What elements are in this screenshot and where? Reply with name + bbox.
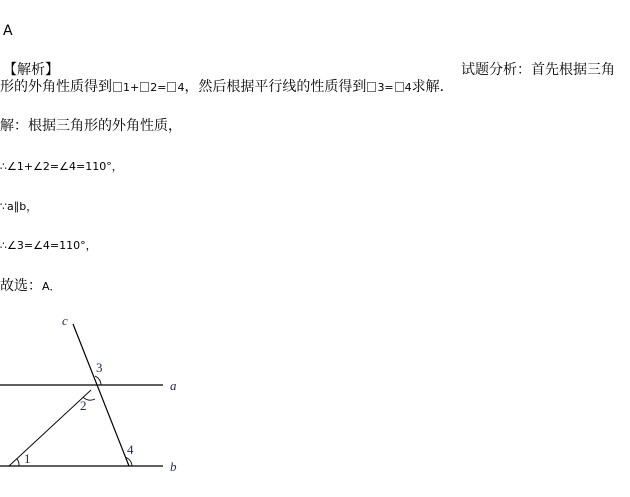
label-angle-4: 4 xyxy=(127,442,134,457)
label-angle-1: 1 xyxy=(24,451,31,466)
analysis-header: 【解析】 xyxy=(3,62,59,78)
label-angle-3: 3 xyxy=(96,360,103,375)
analysis-text-part2: ，然后根据平行线的性质得到 xyxy=(184,79,367,95)
missing-glyph-icon xyxy=(140,82,149,92)
missing-glyph-icon xyxy=(395,82,404,92)
label-angle-2: 2 xyxy=(80,398,87,413)
line-c xyxy=(73,324,129,466)
solution-line-1: 解：根据三角形的外角性质， xyxy=(0,118,182,134)
solution-choice xyxy=(0,279,61,293)
solution-line-4: ∴∠3=∠4=110°， xyxy=(0,239,97,252)
missing-glyph-icon xyxy=(167,82,176,92)
label-a: a xyxy=(170,378,177,393)
eq1-part-b: 2= xyxy=(150,81,167,94)
choice-value: A． xyxy=(42,280,61,293)
label-c: c xyxy=(62,313,68,328)
solution-line-3: ∵a∥b， xyxy=(0,200,38,213)
analysis-intro: 试题分析：首先根据三角 xyxy=(461,62,615,78)
missing-glyph-icon xyxy=(367,82,376,92)
missing-glyph-icon xyxy=(113,82,122,92)
eq1-part-c: 4 xyxy=(177,81,185,94)
answer-label: A xyxy=(3,23,13,39)
label-b: b xyxy=(170,459,177,474)
eq2-part-a: 3= xyxy=(377,81,394,94)
solution-line-2: ∴∠1+∠2=∠4=110°， xyxy=(0,160,123,173)
eq1-part-a: 1+ xyxy=(123,81,140,94)
analysis-text-part1: 形的外角性质得到 xyxy=(0,79,112,95)
angle-1-arc xyxy=(17,459,19,466)
segment-transversal xyxy=(9,390,91,466)
analysis-text-part3: 求解． xyxy=(411,79,454,95)
choice-label: 故选： xyxy=(0,278,42,294)
geometry-figure xyxy=(0,306,230,496)
analysis-line-2 xyxy=(0,80,454,94)
eq2-part-b: 4 xyxy=(404,81,412,94)
